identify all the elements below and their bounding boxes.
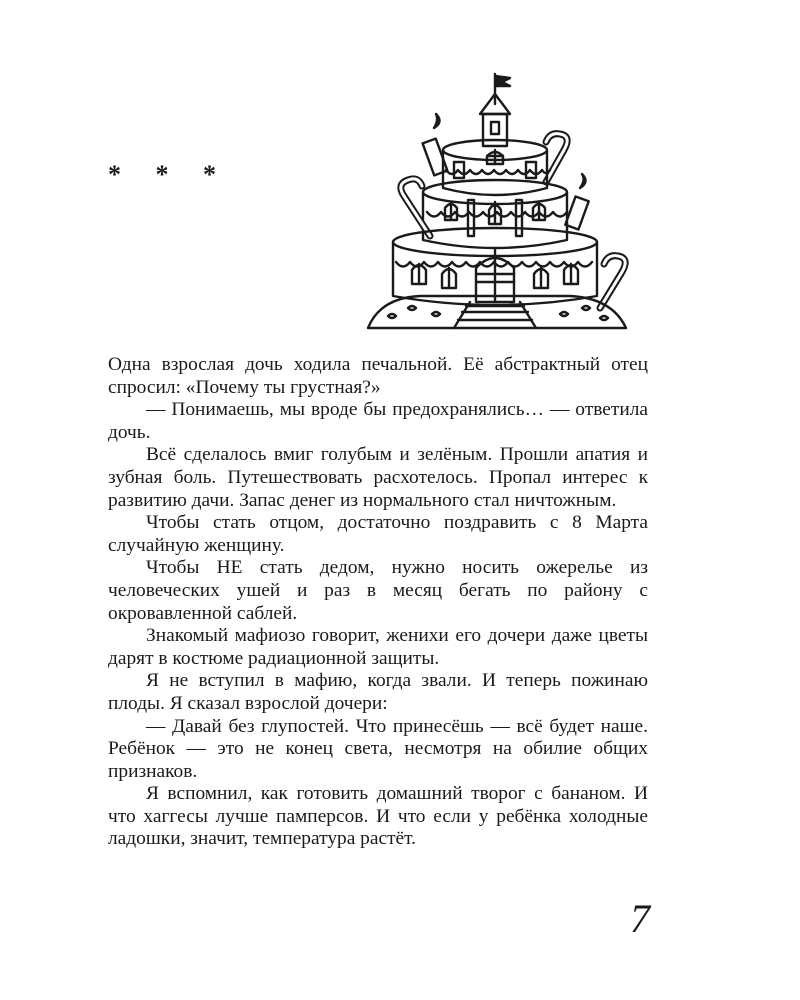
paragraph: Я вспомнил, как готовить домашний творог с бананом. И что хаггесы лучше памперсов. И что если у ребёнка холодные ладошки, значит, температура растёт. bbox=[108, 783, 648, 850]
section-separator: * * * bbox=[108, 160, 230, 189]
page-number: 7 bbox=[630, 896, 650, 941]
body-text bbox=[108, 354, 648, 851]
paragraph: Знакомый мафиозо говорит, женихи его дочери даже цветы дарят в костюме радиационной защиты. bbox=[108, 625, 648, 669]
paragraph: — Понимаешь, мы вроде бы предохранялись… — ответила дочь. bbox=[108, 399, 648, 443]
paragraph: Одна взрослая дочь ходила печальной. Её абстрактный отец спросил: «Почему ты грустная?» bbox=[108, 354, 648, 398]
paragraph: Чтобы НЕ стать дедом, нужно носить ожерелье из человеческих ушей и раз в месяц бегать по району с окровавленной саблей. bbox=[108, 557, 648, 624]
paragraph: Чтобы стать отцом, достаточно поздравить с 8 Марта случайную женщину. bbox=[108, 512, 648, 556]
paragraph: — Давай без глупостей. Что принесёшь — всё будет наше. Ребёнок — это не конец света, несмотря на обилие общих признаков. bbox=[108, 715, 648, 782]
paragraph: Всё сделалось вмиг голубым и зелёным. Прошли апатия и зубная боль. Путешествовать расхотелось. Пропал интерес к развитию дачи. Запас денег из нормального стал ничтожным. bbox=[108, 444, 648, 511]
castle-cake-icon bbox=[350, 70, 640, 340]
paragraph: Я не вступил в мафию, когда звали. И теперь пожинаю плоды. Я сказал взрослой дочери: bbox=[108, 670, 648, 714]
